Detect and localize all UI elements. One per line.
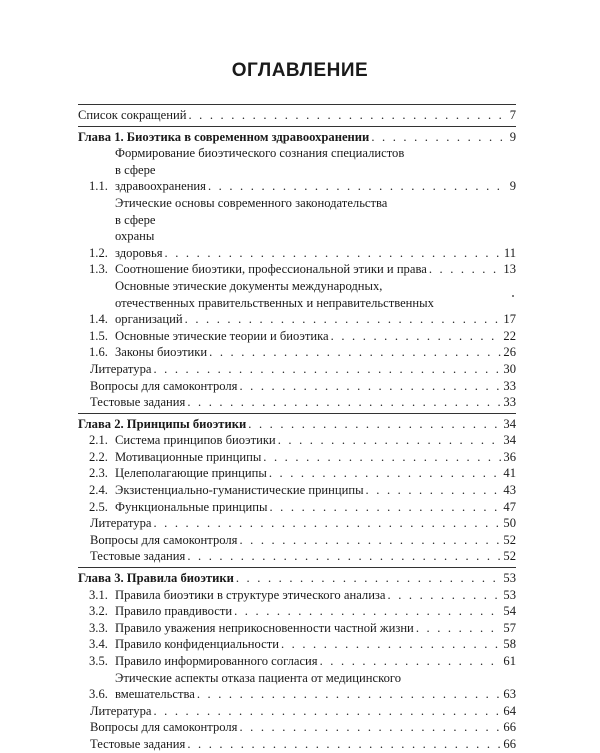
- page-number: 53: [503, 571, 516, 586]
- toc-entry-section[interactable]: [78, 670, 516, 703]
- page-number: 50: [503, 516, 516, 531]
- page-title: ОГЛАВЛЕНИЕ: [231, 60, 369, 81]
- section-number: 3.3.: [89, 620, 108, 635]
- page-number: 66: [503, 720, 516, 735]
- page-number: 26: [503, 345, 516, 360]
- section-number: 3.5.: [89, 654, 108, 668]
- toc-entry-tests[interactable]: [78, 394, 516, 411]
- entry-title: Тестовые задания: [90, 395, 186, 410]
- entry-title: Литература: [90, 361, 152, 376]
- leader-dots: [239, 532, 501, 549]
- toc-entry-section[interactable]: [78, 620, 516, 637]
- section-number: 3.2.: [89, 604, 108, 619]
- section-title-line: Этические аспекты отказа пациента от медицинского: [115, 670, 402, 685]
- section-number: 1.2.: [89, 245, 108, 260]
- toc-entry-section[interactable]: [78, 603, 516, 620]
- page-number: 9: [509, 179, 516, 194]
- page-number: 22: [503, 328, 516, 343]
- page-number: 17: [503, 312, 516, 327]
- leader-dots: [153, 515, 501, 532]
- page-number: 52: [503, 532, 516, 547]
- toc-entry-section[interactable]: [78, 653, 516, 670]
- toc-entry-section[interactable]: [78, 328, 516, 345]
- toc-entry-section[interactable]: [78, 278, 516, 328]
- leader-dots: [278, 432, 502, 449]
- page-number: 33: [503, 395, 516, 410]
- leader-dots: [187, 394, 501, 411]
- section-title-line: Основные этические документы международных,: [115, 278, 383, 293]
- leader-dots: [429, 261, 502, 278]
- section-number: 3.6.: [89, 687, 108, 702]
- leader-dots: [209, 344, 501, 361]
- leader-dots: [269, 465, 502, 482]
- chapter-heading[interactable]: [78, 129, 516, 146]
- chapter-heading[interactable]: [78, 416, 516, 433]
- leader-dots: [234, 603, 501, 620]
- toc-entry-questions[interactable]: [78, 719, 516, 736]
- leader-dots: [187, 548, 501, 565]
- leader-dots: [281, 636, 501, 653]
- page-number: 53: [503, 587, 516, 602]
- toc-entry-questions[interactable]: [78, 532, 516, 549]
- entry-title: Вопросы для самоконтроля: [90, 378, 238, 393]
- section-title-line: вмешательства: [115, 687, 195, 702]
- page-number: 41: [503, 466, 516, 481]
- toc-entry-literature[interactable]: [78, 515, 516, 532]
- toc-entry-literature[interactable]: [78, 703, 516, 720]
- section-number: 1.1.: [89, 179, 108, 194]
- chapter-title: Глава 3. Правила биоэтики: [78, 571, 234, 586]
- section-title-line: в сфере здравоохранения: [115, 162, 206, 194]
- leader-dots: [153, 361, 501, 378]
- section-title-line: Этические основы современного законодательства: [115, 195, 388, 210]
- toc-entry-questions[interactable]: [78, 378, 516, 395]
- toc-entry-section[interactable]: [78, 482, 516, 499]
- section-number: 2.2.: [89, 449, 108, 464]
- leader-dots: [239, 719, 501, 736]
- section-title: Правило уважения неприкосновенности частной жизни: [115, 620, 414, 635]
- chapter-heading[interactable]: [78, 570, 516, 587]
- leader-dots: [248, 416, 501, 433]
- section-title: Законы биоэтики: [115, 345, 208, 360]
- entry-title: Тестовые задания: [90, 549, 186, 564]
- toc-entry-section[interactable]: [78, 195, 516, 261]
- leader-dots: [388, 587, 502, 604]
- leader-dots: [263, 449, 501, 466]
- section-title-line: организаций: [115, 312, 183, 327]
- leader-dots: [320, 653, 502, 670]
- toc-entry-literature[interactable]: [78, 361, 516, 378]
- section-title: Целеполагающие принципы: [115, 466, 267, 481]
- toc-entry-section[interactable]: [78, 432, 516, 449]
- page-number: 52: [503, 549, 516, 564]
- section-title-line: отечественных правительственных и неправительственных: [115, 295, 434, 310]
- leader-dots: [187, 736, 501, 753]
- toc-entry-section[interactable]: [78, 261, 516, 278]
- section-title: Система принципов биоэтики: [115, 433, 276, 448]
- leader-dots: [236, 570, 502, 587]
- page-number: 9: [509, 129, 516, 144]
- section-title: Основные этические теории и биоэтика: [115, 328, 329, 343]
- entry-title: Тестовые задания: [90, 736, 186, 751]
- leader-dots: [331, 328, 502, 345]
- toc-entry-section[interactable]: [78, 587, 516, 604]
- section-number: 2.4.: [89, 483, 108, 498]
- toc-entry-label: Список сокращений: [78, 108, 187, 122]
- section-number: 3.4.: [89, 637, 108, 652]
- section-title-line: Формирование биоэтического сознания специалистов: [115, 146, 405, 161]
- leader-dots: [188, 107, 507, 124]
- section-number: 2.5.: [89, 499, 108, 514]
- toc-entry-section[interactable]: [78, 465, 516, 482]
- chapter-1: [78, 127, 516, 411]
- section-title: Правила биоэтики в структуре этического анализа: [115, 587, 386, 602]
- page-number: 66: [503, 736, 516, 751]
- section-title-line: в сфере охраны здоровья: [115, 212, 163, 260]
- page-number: 34: [503, 416, 516, 431]
- entry-title: Вопросы для самоконтроля: [90, 720, 238, 735]
- toc-entry-section[interactable]: [78, 344, 516, 361]
- page-number: 57: [503, 620, 516, 635]
- page-number: 34: [503, 433, 516, 448]
- section-number: 3.1.: [89, 587, 108, 602]
- page-number: 63: [503, 687, 516, 702]
- section-title: Правило правдивости: [115, 604, 233, 619]
- toc-entry-section[interactable]: [78, 145, 516, 195]
- page-number: 33: [503, 378, 516, 393]
- leader-dots: [153, 703, 501, 720]
- toc-entry-tests[interactable]: [78, 548, 516, 565]
- section-number: 1.4.: [89, 312, 108, 327]
- leader-dots: [165, 245, 502, 262]
- entry-title: Вопросы для самоконтроля: [90, 532, 238, 547]
- page-number: 13: [503, 262, 516, 277]
- page-number: 61: [503, 654, 516, 668]
- leader-dots: [416, 620, 502, 637]
- leader-dots: [208, 178, 508, 195]
- chapter-title: Глава 2. Принципы биоэтики: [78, 416, 247, 431]
- chapter-2: [78, 414, 516, 565]
- section-title: Функциональные принципы: [115, 499, 268, 514]
- chapter-3: [78, 568, 516, 753]
- page-number: 58: [503, 637, 516, 652]
- entry-title: Литература: [90, 703, 152, 718]
- leader-dots: [239, 378, 501, 395]
- page-number: 7: [509, 108, 516, 122]
- page-number: 36: [503, 449, 516, 464]
- section-number: 2.1.: [89, 433, 108, 448]
- section-title: Правило информированного согласия: [115, 654, 318, 668]
- leader-dots: [185, 311, 502, 328]
- page-number: 43: [503, 483, 516, 498]
- section-number: 1.5.: [89, 328, 108, 343]
- section-title: Правило конфиденциальности: [115, 637, 279, 652]
- section-number: 1.3.: [89, 262, 108, 277]
- section-title: Экзистенциально-гуманистические принципы: [115, 483, 364, 498]
- table-of-contents: [78, 104, 516, 753]
- toc-entry-section[interactable]: [78, 636, 516, 653]
- page-number: 64: [503, 703, 516, 718]
- section-number: 1.6.: [89, 345, 108, 360]
- toc-entry-section[interactable]: [78, 449, 516, 466]
- section-title: Мотивационные принципы: [115, 449, 262, 464]
- toc-entry-section[interactable]: [78, 499, 516, 516]
- page-number: 47: [503, 499, 516, 514]
- toc-entry-tests[interactable]: [78, 736, 516, 753]
- leader-dots: [371, 129, 507, 146]
- section-title: Соотношение биоэтики, профессиональной этики и права: [115, 262, 427, 277]
- leader-dots: [366, 482, 502, 499]
- page-number: 30: [503, 361, 516, 376]
- leader-dots: [269, 499, 501, 516]
- scan-speck: [512, 295, 514, 297]
- page-number: 11: [503, 245, 516, 260]
- toc-entry-abbreviations[interactable]: [78, 107, 516, 124]
- chapter-title: Глава 1. Биоэтика в современном здравоохранении: [78, 129, 370, 144]
- entry-title: Литература: [90, 516, 152, 531]
- section-number: 2.3.: [89, 466, 108, 481]
- page-number: 54: [503, 604, 516, 619]
- leader-dots: [197, 686, 502, 703]
